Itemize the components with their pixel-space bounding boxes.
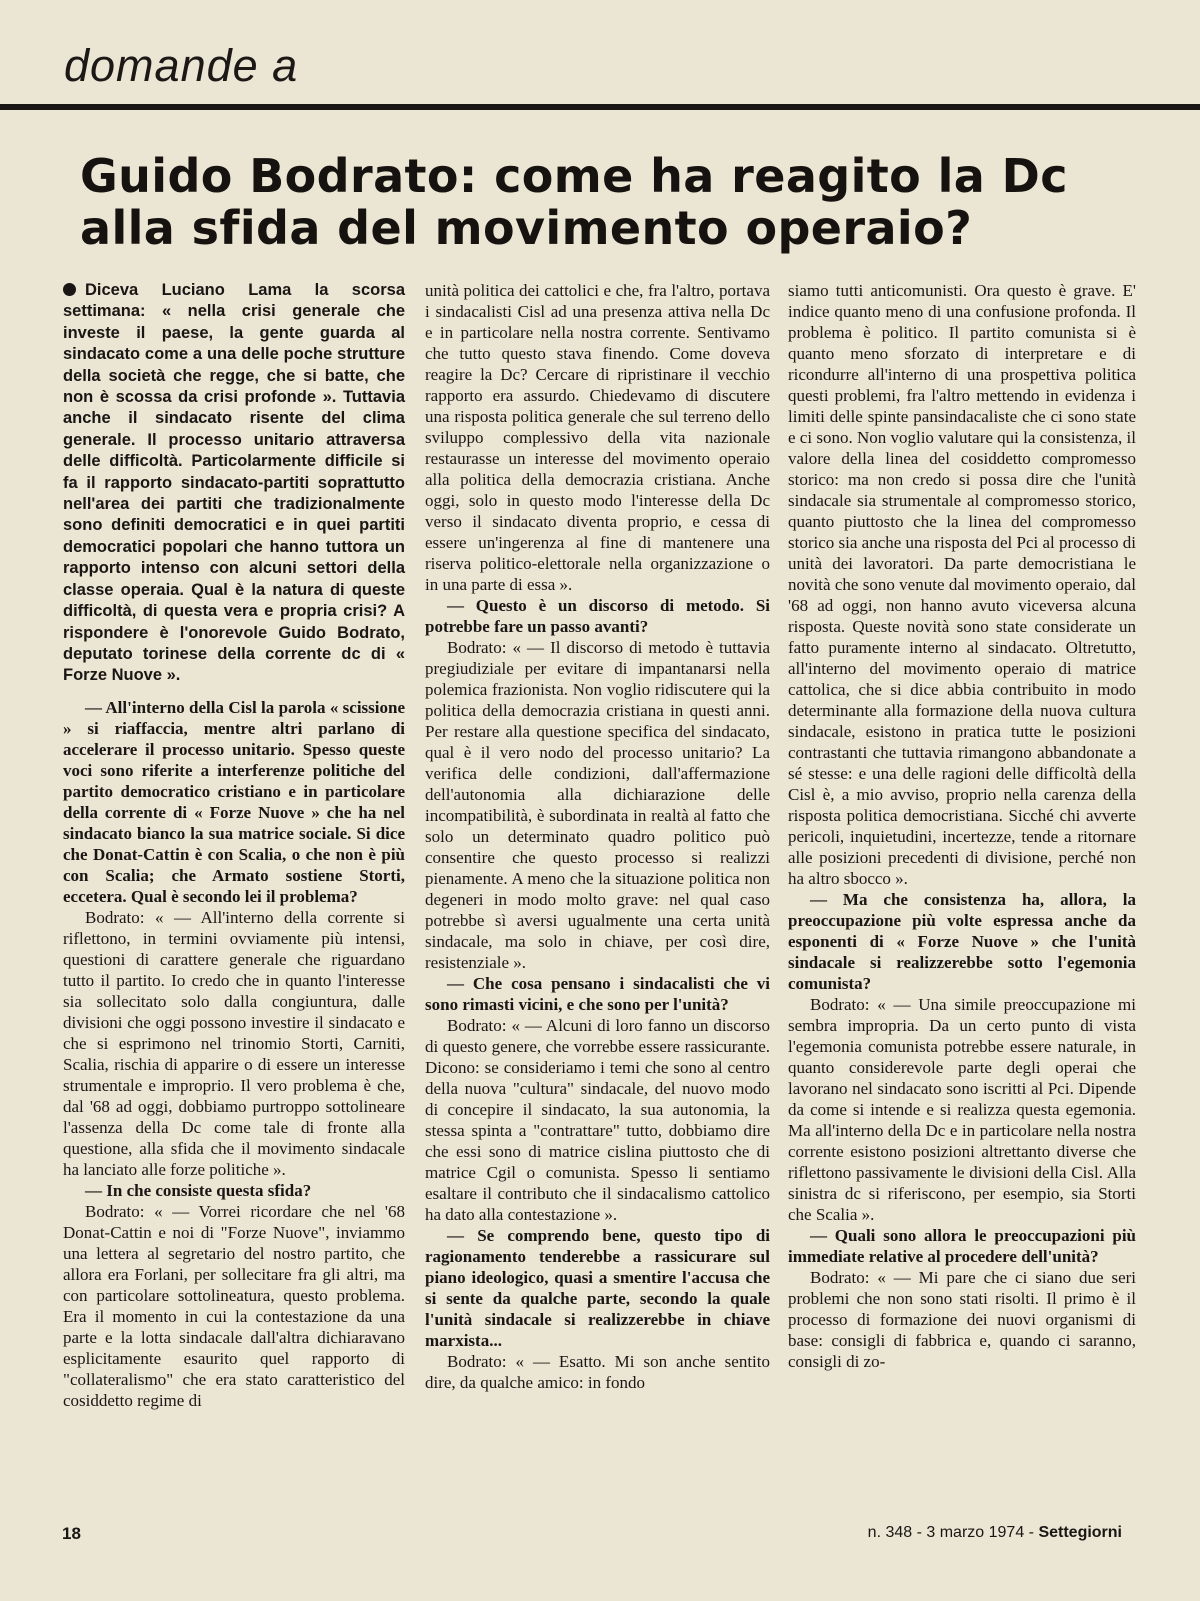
column-2-body: [425, 280, 770, 1393]
bullet-dot-icon: [63, 283, 76, 296]
interview-answer: Bodrato: « — Il discorso di metodo è tuttavia pregiudiziale per evitare di impantanarsi nella polemica frazionista. Non voglio ridiscutere qui la politica della democrazia cristiana in questi anni. Per restare alla questione specifica del sindacato, qual è il vero nodo del processo unitario? La verifica delle condizioni, dall'affermazione dell'autonomia alla dichiarazione delle incompatibilità, è subordinata in realtà al fatto che solo un determinato quadro politico può consentire che questo processo si realizzi pienamente. A meno che la situazione politica non degeneri in modo molto grave: nel qual caso potrebbe sì aversi ugualmente una certa unità sindacale, ma solo in chiave, per così dire, resistenziale ».: [425, 638, 770, 972]
interview-question: — Che cosa pensano i sindacalisti che vi sono rimasti vicini, e che sono per l'unità?: [425, 974, 770, 1014]
column-2: [425, 280, 770, 1393]
interview-question: — Quali sono allora le preoccupazioni più immediate relative al procedere dell'unità?: [788, 1226, 1136, 1266]
lede: [63, 280, 405, 687]
headline: Guido Bodrato: come ha reagito la Dc alla sfida del movimento operaio?: [80, 149, 1068, 255]
interview-question: — In che consiste questa sfida?: [85, 1180, 312, 1200]
issue-info: n. 348 - 3 marzo 1974 -: [867, 1524, 1039, 1541]
interview-answer: Bodrato: « — Esatto. Mi son anche sentito dire, da qualche amico: in fondo: [425, 1352, 770, 1392]
interview-answer: Bodrato: « — Alcuni di loro fanno un discorso di questo genere, che vorrebbe essere rassicurante. Dicono: se consideriamo i temi che sono al centro della nuova "cultura" sindacale, del nuovo modo di concepire il sindacato, la sua autonomia, la stessa spinta a "contrattare" tutto, dobbiamo dire che essi sono di matrice cislina piuttosto che di matrice Cgil o comunista. Spesso li sentiamo esaltare il contributo che il sindacalismo cattolico ha dato alla contestazione ».: [425, 1016, 770, 1224]
interview-answer: Bodrato: « — Vorrei ricordare che nel '68 Donat-Cattin e noi di "Forze Nuove", inviammo una lettera al segretario del nostro partito, che allora era Forlani, per sollecitare fra gli altri, ma con particolare sottolineatura, questo problema. Era il momento in cui la contestazione da una parte e la lotta sindacale dall'altra dichiaravano esplicitamente esaurito quel rapporto di "collateralismo" che era stato caratteristico del cosiddetto regime di: [63, 1201, 405, 1410]
interview-question: — Ma che consistenza ha, allora, la preoccupazione più volte espressa anche da esponenti di « Forze Nuove » che l'unità sindacale si realizzerebbe sotto l'egemonia comunista?: [788, 890, 1136, 993]
section-label: domande a: [64, 40, 299, 91]
lede-text: Diceva Luciano Lama la scorsa settimana: « nella crisi generale che investe il paese, la gente guarda al sindacato come a una delle poche strutture della società che regge, che si batte, che non è scossa da crisi profonde ». Tuttavia anche il sindacato risente del clima generale. Il processo unitario attraversa delle difficoltà. Particolarmente difficile si fa il rapporto sindacato-partiti soprattutto nell'area dei partiti che tradizionalmente sono definiti democratici e in quei partiti democratici popolari che hanno tuttora un rapporto intenso con alcuni settori della classe operaia. Qual è la natura di queste difficoltà, di questa vera e propria crisi? A rispondere è l'onorevole Guido Bodrato, deputato torinese della corrente dc di « Forze Nuove ».: [63, 281, 405, 685]
column-1: [63, 280, 405, 1411]
footer-issue: [868, 1524, 1122, 1542]
interview-question: — All'interno della Cisl la parola « scissione » si riaffaccia, mentre altri parlano di accelerare il processo unitario. Spesso queste voci sono riferite a interferenze politiche del partito democratico cristiano e in particolare della corrente di « Forze Nuove » che ha nel sindacato bianco la sua matrice sociale. Si dice che Donat-Cattin è con Scalia, o che non è più con Scalia; che Armato sostiene Storti, eccetera. Qual è secondo lei il problema?: [63, 697, 405, 906]
column-1-body: [63, 697, 405, 1411]
magazine-name: Settegiorni: [1038, 1524, 1122, 1541]
interview-answer: Bodrato: « — All'interno della corrente si riflettono, in termini ovviamente più intensi, questioni di carattere generale che riguardano tutto il partito. Io credo che in quanto l'interesse sia sollecitato solo dalla congiuntura, dalle divisioni che oggi possono investire il sindacato e che si esprimono nel trinomio Storti, Carniti, Scalia, rischia di apparire o di essere un interesse strumentale e improprio. Il vero problema è che, dal '68 ad oggi, dobbiamo purtroppo sottolineare l'assenza della Dc come tale di fronte alla questione, alla sfida che il movimento sindacale ha lanciato alle forze politiche ».: [63, 907, 405, 1179]
interview-question: — Se comprendo bene, questo tipo di ragionamento tenderebbe a rassicurare sul piano ideologico, quasi a smentire l'accusa che si sente da qualche parte, secondo la quale l'unità sindacale si realizzerebbe in chiave marxista...: [425, 1226, 770, 1350]
column-3: [788, 280, 1136, 1372]
interview-question: — Questo è un discorso di metodo. Si potrebbe fare un passo avanti?: [425, 596, 770, 636]
interview-answer: Bodrato: « — Una simile preoccupazione mi sembra impropria. Da un certo punto di vista l'egemonia comunista potrebbe essere naturale, in quanto considerevole parte degli operai che lavorano nel sindacato sono iscritti al Pci. Dipende da come si intende e si realizza questa egemonia. Ma all'interno della Dc e in particolare nella nostra corrente esistono posizioni altrettanto diverse che riflettono passivamente le divisioni della Cisl. Alla sinistra dc si riferiscono, per esempio, sia Storti che Scalia ».: [788, 995, 1136, 1224]
interview-answer: Bodrato: « — Mi pare che ci siano due seri problemi che non sono stati risolti. Il primo è il processo di formazione dei nuovi organismi di base: consigli di fabbrica e, quando ci saranno, consigli di zo-: [788, 1268, 1136, 1371]
interview-answer: unità politica dei cattolici e che, fra l'altro, portava i sindacalisti Cisl ad una presenza attiva nella Dc e in particolare nella nostra corrente. Sentivamo che tutto questo stava finendo. Come doveva reagire la Dc? Cercare di ripristinare il vecchio rapporto era assurdo. Chiedevamo di discutere una risposta politica generale che sul terreno dello sviluppo complessivo della vita nazionale restaurasse un interesse del movimento operaio alla politica della democrazia cristiana. Anche oggi, solo in questo modo l'interesse della Dc verso il sindacato diventa proprio, e cessa di essere un'ingerenza al fine di mantenere una riserva politico-elettorale nella organizzazione o in una parte di essa ».: [425, 281, 770, 594]
section-rule: [0, 104, 1200, 110]
column-3-body: [788, 280, 1136, 1372]
interview-answer: siamo tutti anticomunisti. Ora questo è grave. E' indice quanto meno di una confusione profonda. Il problema è politico. Il partito comunista si è quanto meno sforzato di interpretare e di ricondurre all'interno di una prospettiva politica questi problemi, fra l'altro mettendo in evidenza i limiti delle spinte pansindacaliste che ci sono state e ci sono. Non voglio valutare qui la consistenza, il valore della linea del cosiddetto compromesso storico: ma non credo si possa dire che l'unità sindacale sia strumentale al compromesso storico, quanto piuttosto che la linea del compromesso storico sia anche una risposta del Pci al processo di unità dei lavoratori. Da parte democristiana le novità che sono venute dal movimento operaio, dal '68 ad oggi, non hanno avuto viceversa alcuna risposta. Queste novità sono state considerate un fatto puramente interno al sindacato. Oltretutto, all'interno del movimento operaio di matrice cattolica, che si dice abbia contribuito in modo determinante alla formazione della nuova cultura sindacale, esistono in pratica tutte le posizioni contrastanti che tuttavia rimangono abbandonate a sé stesse: e una delle ragioni delle difficoltà della Cisl è, a mio avviso, proprio nella carenza della risposta politica democristiana. Sicché chi avverte pericoli, inquietudini, incertezze, tende a ritornare alle posizioni precedenti di divisione, perché non ha altro sbocco ».: [788, 281, 1136, 888]
page-number: 18: [62, 1524, 81, 1543]
